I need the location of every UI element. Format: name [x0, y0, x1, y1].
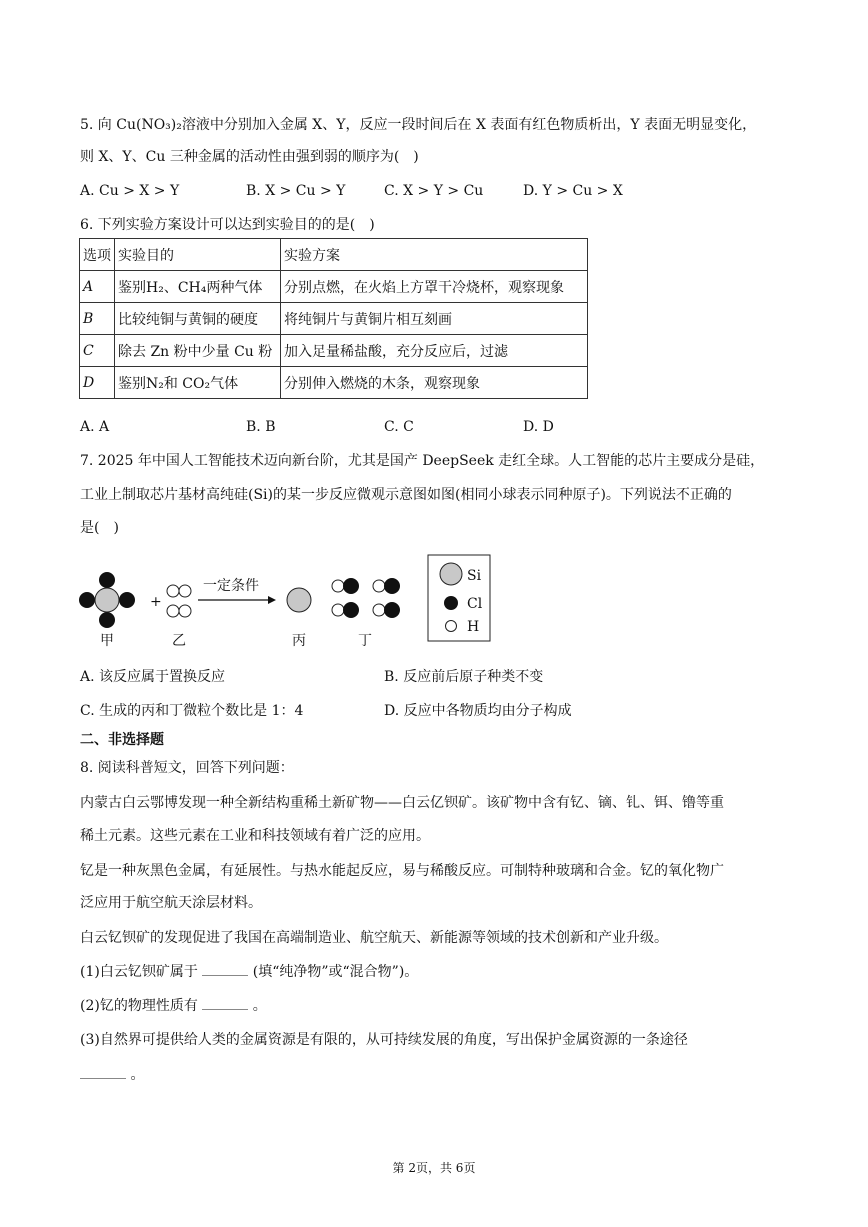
- table-header-cell: 实验目的: [115, 239, 281, 271]
- legend-h-atom: [446, 621, 457, 632]
- section-heading: 二、非选择题: [80, 732, 164, 748]
- h-atom: [179, 605, 191, 617]
- legend-si-atom: [440, 563, 462, 585]
- q6-option-b: B. B: [246, 419, 276, 435]
- reaction-diagram: [70, 550, 530, 650]
- q8-sub2: [80, 995, 267, 1016]
- table-cell: C: [80, 335, 115, 367]
- q7-option-b: B. 反应前后原子种类不变: [384, 669, 544, 685]
- h-atom: [332, 604, 344, 616]
- q8-sub2-text-after: 。: [252, 998, 267, 1014]
- q7-line2: 工业上制取芯片基材高纯硅(Si)的某一步反应微观示意图如图(相同小球表示同种原子)。下列说法不正确的: [80, 487, 732, 503]
- answer-blank-2[interactable]: [202, 995, 248, 1010]
- h-atom: [167, 605, 179, 617]
- q7-option-d: D. 反应中各物质均由分子构成: [384, 703, 572, 719]
- reaction-condition: 一定条件: [203, 578, 259, 594]
- table-cell: 将纯铜片与黄铜片相互刻画: [281, 303, 588, 335]
- q8-sub1-text: (1)白云钇钡矿属于: [80, 964, 198, 980]
- h-atom: [373, 580, 385, 592]
- legend-cl-label: Cl: [467, 596, 483, 612]
- q8-sub3-answer-line: [80, 1064, 144, 1085]
- table-header-cell: 选项: [80, 239, 115, 271]
- q6-option-a: A. A: [80, 419, 110, 435]
- q6-option-c: C. C: [384, 419, 414, 435]
- label-bing: 丙: [292, 633, 306, 649]
- arrow-head: [268, 596, 276, 604]
- cl-atom: [343, 578, 359, 594]
- diagram-legend: [428, 555, 490, 641]
- q5-option-a: A. Cu > X > Y: [80, 183, 180, 199]
- cl-atom: [119, 592, 135, 608]
- q6-option-d: D. D: [523, 419, 554, 435]
- label-ding: 丁: [358, 633, 372, 649]
- page-footer: 第 2页，共 6页: [392, 1161, 476, 1175]
- experiment-table: [79, 238, 588, 399]
- cl-atom: [79, 592, 95, 608]
- q5-option-c: C. X > Y > Cu: [384, 183, 484, 199]
- h-atom: [332, 580, 344, 592]
- legend-si-label: Si: [467, 568, 482, 584]
- h-atom: [373, 604, 385, 616]
- cl-atom: [384, 602, 400, 618]
- q6-stem: 6. 下列实验方案设计可以达到实验目的的是( ): [80, 217, 375, 233]
- label-jia: 甲: [100, 633, 114, 649]
- q8-stem: 8. 阅读科普短文，回答下列问题：: [80, 760, 294, 776]
- q8-para1-line1: 内蒙古白云鄂博发现一种全新结构重稀土新矿物——白云亿钡矿。该矿物中含有钇、镝、钆、铒、镥等重: [80, 795, 724, 811]
- q8-sub2-text: (2)钇的物理性质有: [80, 998, 198, 1014]
- table-cell: 鉴别H₂、CH₄两种气体: [115, 271, 281, 303]
- q5-option-d: D. Y > Cu > X: [523, 183, 623, 199]
- table-cell: 比较纯铜与黄铜的硬度: [115, 303, 281, 335]
- molecule-bing: [287, 588, 311, 612]
- q8-para3: 白云钇钡矿的发现促进了我国在高端制造业、航空航天、新能源等领域的技术创新和产业升级。: [80, 930, 668, 946]
- cl-atom: [343, 602, 359, 618]
- q8-sub3-end: 。: [130, 1067, 145, 1083]
- table-header-row: [80, 239, 588, 271]
- table-row: [80, 271, 588, 303]
- h-atom: [179, 585, 191, 597]
- q8-para2-line1: 钇是一种灰黑色金属，有延展性。与热水能起反应，易与稀酸反应。可制特种玻璃和合金。钇的氧化物广: [80, 863, 724, 879]
- molecule-ding: [332, 578, 400, 618]
- q5-line2: 则 X、Y、Cu 三种金属的活动性由强到弱的顺序为( ): [80, 149, 419, 165]
- cl-atom: [99, 612, 115, 628]
- q5-line1: 5. 向 Cu(NO₃)₂溶液中分别加入金属 X、Y，反应一段时间后在 X 表面有红色物质析出，Y 表面无明显变化，: [80, 117, 757, 133]
- legend-cl-atom: [444, 596, 458, 610]
- q8-sub1-text-after: (填“纯净物”或“混合物”)。: [252, 964, 419, 980]
- q5-option-b: B. X > Cu > Y: [246, 183, 346, 199]
- table-cell: 除去 Zn 粉中少量 Cu 粉: [115, 335, 281, 367]
- legend-h-label: H: [467, 619, 480, 635]
- q7-option-c: C. 生成的丙和丁微粒个数比是 1：4: [80, 703, 304, 719]
- answer-blank-1[interactable]: [202, 961, 248, 976]
- q7-option-a: A. 该反应属于置换反应: [80, 669, 226, 685]
- q5-options: [80, 181, 780, 201]
- cl-atom: [99, 572, 115, 588]
- q8-sub1: [80, 961, 418, 982]
- table-cell: 分别点燃，在火焰上方罩干冷烧杯，观察现象: [281, 271, 588, 303]
- table-cell: 分别伸入燃烧的木条，观察现象: [281, 367, 588, 399]
- q8-sub3: (3)自然界可提供给人类的金属资源是有限的，从可持续发展的角度，写出保护金属资源的一条途径: [80, 1032, 688, 1048]
- si-atom: [95, 588, 119, 612]
- q7-line3: 是( ): [80, 520, 119, 536]
- molecule-yi: [167, 585, 191, 617]
- h-atom: [167, 585, 179, 597]
- q7-line1: 7. 2025 年中国人工智能技术迈向新台阶，尤其是国产 DeepSeek 走红全球。人工智能的芯片主要成分是硅，: [80, 453, 765, 469]
- table-row: [80, 367, 588, 399]
- table-row: [80, 335, 588, 367]
- table-cell: D: [80, 367, 115, 399]
- q6-options: [80, 417, 780, 437]
- table-cell: 鉴别N₂和 CO₂气体: [115, 367, 281, 399]
- molecule-jia: [79, 572, 135, 628]
- table-row: [80, 303, 588, 335]
- q7-options-row2: [80, 701, 780, 721]
- table-header-cell: 实验方案: [281, 239, 588, 271]
- table-cell: B: [80, 303, 115, 335]
- table-cell: 加入足量稀盐酸，充分反应后，过滤: [281, 335, 588, 367]
- q7-options-row1: [80, 667, 780, 687]
- label-yi: 乙: [172, 633, 186, 649]
- q8-para1-line2: 稀土元素。这些元素在工业和科技领域有着广泛的应用。: [80, 828, 430, 844]
- cl-atom: [384, 578, 400, 594]
- table-cell: A: [80, 271, 115, 303]
- plus-sign: +: [150, 594, 162, 610]
- q8-para2-line2: 泛应用于航空航天涂层材料。: [80, 895, 262, 911]
- answer-blank-3[interactable]: [80, 1064, 126, 1079]
